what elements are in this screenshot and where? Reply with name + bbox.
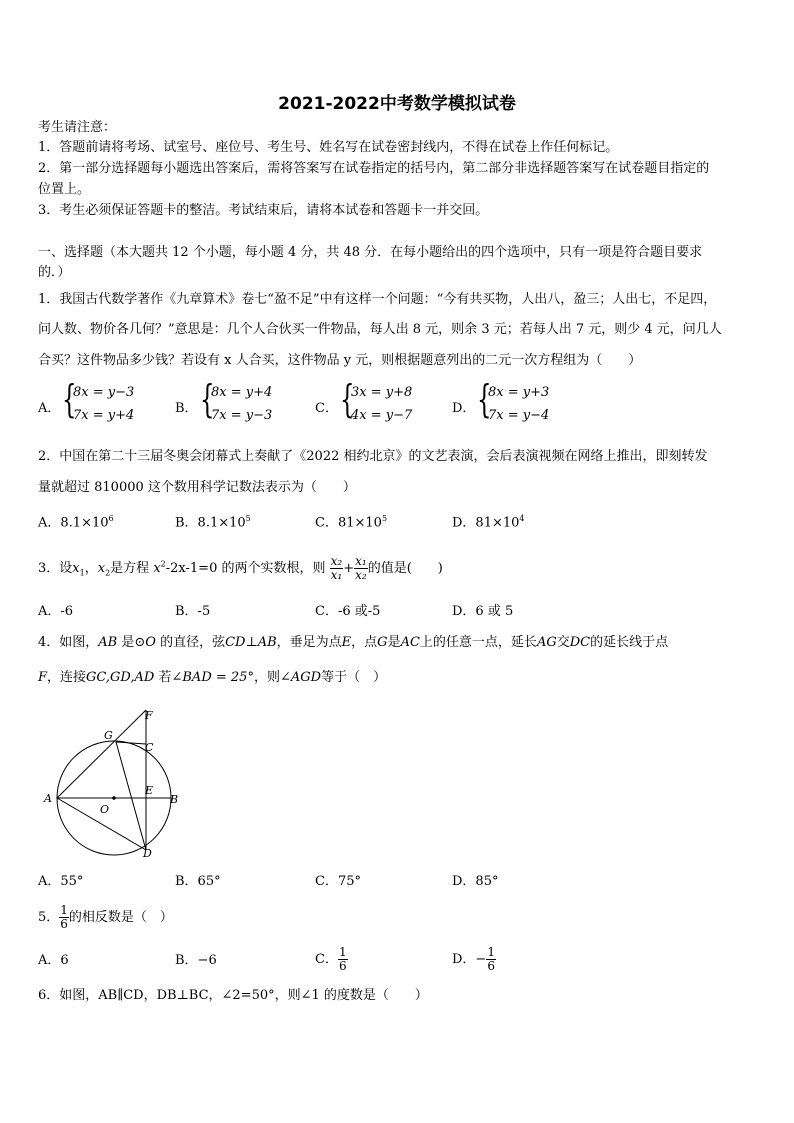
- q1-option-a-eq1: 8x = y−3: [73, 385, 135, 400]
- label-b: B: [170, 793, 179, 806]
- q1-option-d-eq2: 7x = y−4: [488, 408, 550, 423]
- q3-option-b: B．-5: [175, 604, 211, 619]
- q1-option-a-system: { 8x = y−3 7x = y+4: [62, 377, 135, 423]
- q2-option-d: D．$81\times 10^4$: [452, 514, 525, 531]
- q3-option-d: D．6 或 5: [452, 604, 514, 619]
- q5-option-b: B．−6: [175, 953, 217, 968]
- label-e: E: [145, 784, 154, 797]
- q4-circle-figure: [36, 702, 186, 862]
- q1-option-c-label: C．: [315, 401, 338, 416]
- notice-item-2: 2．第一部分选择题每小题选出答案后，需将答案写在试卷指定的括号内，第二部分非选择题答案写在试卷题目指定的: [38, 161, 710, 176]
- q5-option-d: D．− $\frac{1}{6}$: [452, 945, 495, 973]
- q2-line-2: 量就超过 810000 这个数用科学记数法表示为（ ）: [38, 480, 356, 495]
- q4-line-1: 4．如图，AB 是⊙O 的直径，弦CD⊥AB，垂足为点E，点G是AC上的任意一点，延长AG交DC的延长线于点: [38, 635, 669, 650]
- q1-line-1: 1．我国古代数学著作《九章算术》卷七“盈不足”中有这样一个问题：“今有共买物，人出八，盈三；人出七，不足四，: [38, 292, 717, 307]
- q5-fraction: $\frac{1}{6}$: [60, 903, 68, 931]
- center-dot: [112, 796, 116, 800]
- q1-option-b-system: { 8x = y+4 7x = y−3: [200, 377, 273, 423]
- q4-option-b: B．65°: [175, 874, 221, 889]
- q1-option-b-eq2: 7x = y−3: [211, 408, 273, 423]
- q1-option-d-eq1: 8x = y+3: [488, 385, 550, 400]
- notice-heading: 考生请注意：: [38, 120, 117, 135]
- q1-option-b-label: B．: [175, 401, 198, 416]
- label-o: O: [100, 803, 110, 816]
- line-af: [57, 710, 146, 798]
- q3-option-c: C．-6 或-5: [315, 604, 381, 619]
- q1-option-c-system: { 3x = y+8 4x = y−7: [340, 377, 413, 423]
- label-d: D: [143, 847, 152, 860]
- label-g: G: [104, 729, 113, 742]
- label-a: A: [44, 792, 52, 805]
- q2-option-b: B．$8.1\times 10^5$: [175, 514, 251, 531]
- q4-line-2: F，连接GC,GD,AD 若∠BAD = 25°，则∠AGD等于（ ）: [38, 670, 387, 685]
- q4-option-d: D．85°: [452, 874, 499, 889]
- label-c: C: [145, 741, 154, 754]
- notice-item-1: 1．答题前请将考场、试室号、座位号、考生号、姓名写在试卷密封线内，不得在试卷上作任何标记。: [38, 140, 619, 155]
- section-heading-cont: 的．）: [38, 265, 71, 280]
- q2-option-c: C．$81\times 10^5$: [315, 514, 388, 531]
- page-title: 2021-2022中考数学模拟试卷: [278, 94, 516, 114]
- label-f: F: [145, 709, 153, 722]
- section-heading: 一、选择题（本大题共 12 个小题，每小题 4 分，共 48 分．在每小题给出的四个选项中，只有一项是符合题目要求: [38, 245, 703, 260]
- q3-fraction-1: $\frac{\text{x₂}}{\text{x₁}}$: [330, 554, 343, 582]
- notice-item-2-cont: 位置上。: [38, 182, 91, 197]
- q1-option-c-eq1: 3x = y+8: [351, 385, 413, 400]
- notice-item-3: 3．考生必须保证答题卡的整洁。考试结束后，请将本试卷和答题卡一并交回。: [38, 203, 489, 218]
- q3-stem: 3．设$x_1$，$x_2$是方程 $x^2-2x-1=0$ 的两个实数根，则 $\frac{\text{x₂}}{\text{x₁}}$ + $\frac{\text{x₁}}{\text{x₂}}$ 的值是( ): [38, 554, 443, 582]
- q1-option-d-label: D．: [452, 401, 476, 416]
- q1-line-3: 合买？这件物品多少钱？若设有 x 人合买，这件物品 y 元，则根据题意列出的二元一次方程组为（ ）: [38, 353, 642, 368]
- q3-option-a: A．-6: [38, 604, 74, 619]
- q5-stem: 5． $\frac{1}{6}$ 的相反数是（ ）: [38, 903, 173, 931]
- q5-option-c: C． $\frac{1}{6}$: [315, 945, 347, 973]
- q4-option-c: C．75°: [315, 874, 361, 889]
- q4-option-a: A．55°: [38, 874, 84, 889]
- line-gd: [116, 742, 146, 850]
- q1-line-2: 问人数、物价各几何？”意思是：几个人合伙买一件物品，每人出 8 元，则余 3 元；若每人出 7 元，则少 4 元，问几人: [38, 322, 722, 337]
- q1-option-b-eq1: 8x = y+4: [211, 385, 273, 400]
- q6-line-1: 6．如图，AB∥CD，DB⊥BC，∠2=50°，则∠1 的度数是（ ）: [38, 988, 428, 1003]
- q5-option-a: A．6: [38, 953, 69, 968]
- q2-line-1: 2．中国在第二十三届冬奥会闭幕式上奏献了《2022 相约北京》的文艺表演，会后表演视频在网络上推出，即刻转发: [38, 449, 708, 464]
- q1-option-c-eq2: 4x = y−7: [351, 408, 413, 423]
- q1-option-d-system: { 8x = y+3 7x = y−4: [477, 377, 550, 423]
- q1-option-a-eq2: 7x = y+4: [73, 408, 135, 423]
- q1-option-a-label: A．: [38, 401, 61, 416]
- q3-fraction-2: $\frac{\text{x₁}}{\text{x₂}}$: [355, 554, 367, 582]
- q2-option-a: A．$8.1\times 10^6$: [38, 514, 114, 531]
